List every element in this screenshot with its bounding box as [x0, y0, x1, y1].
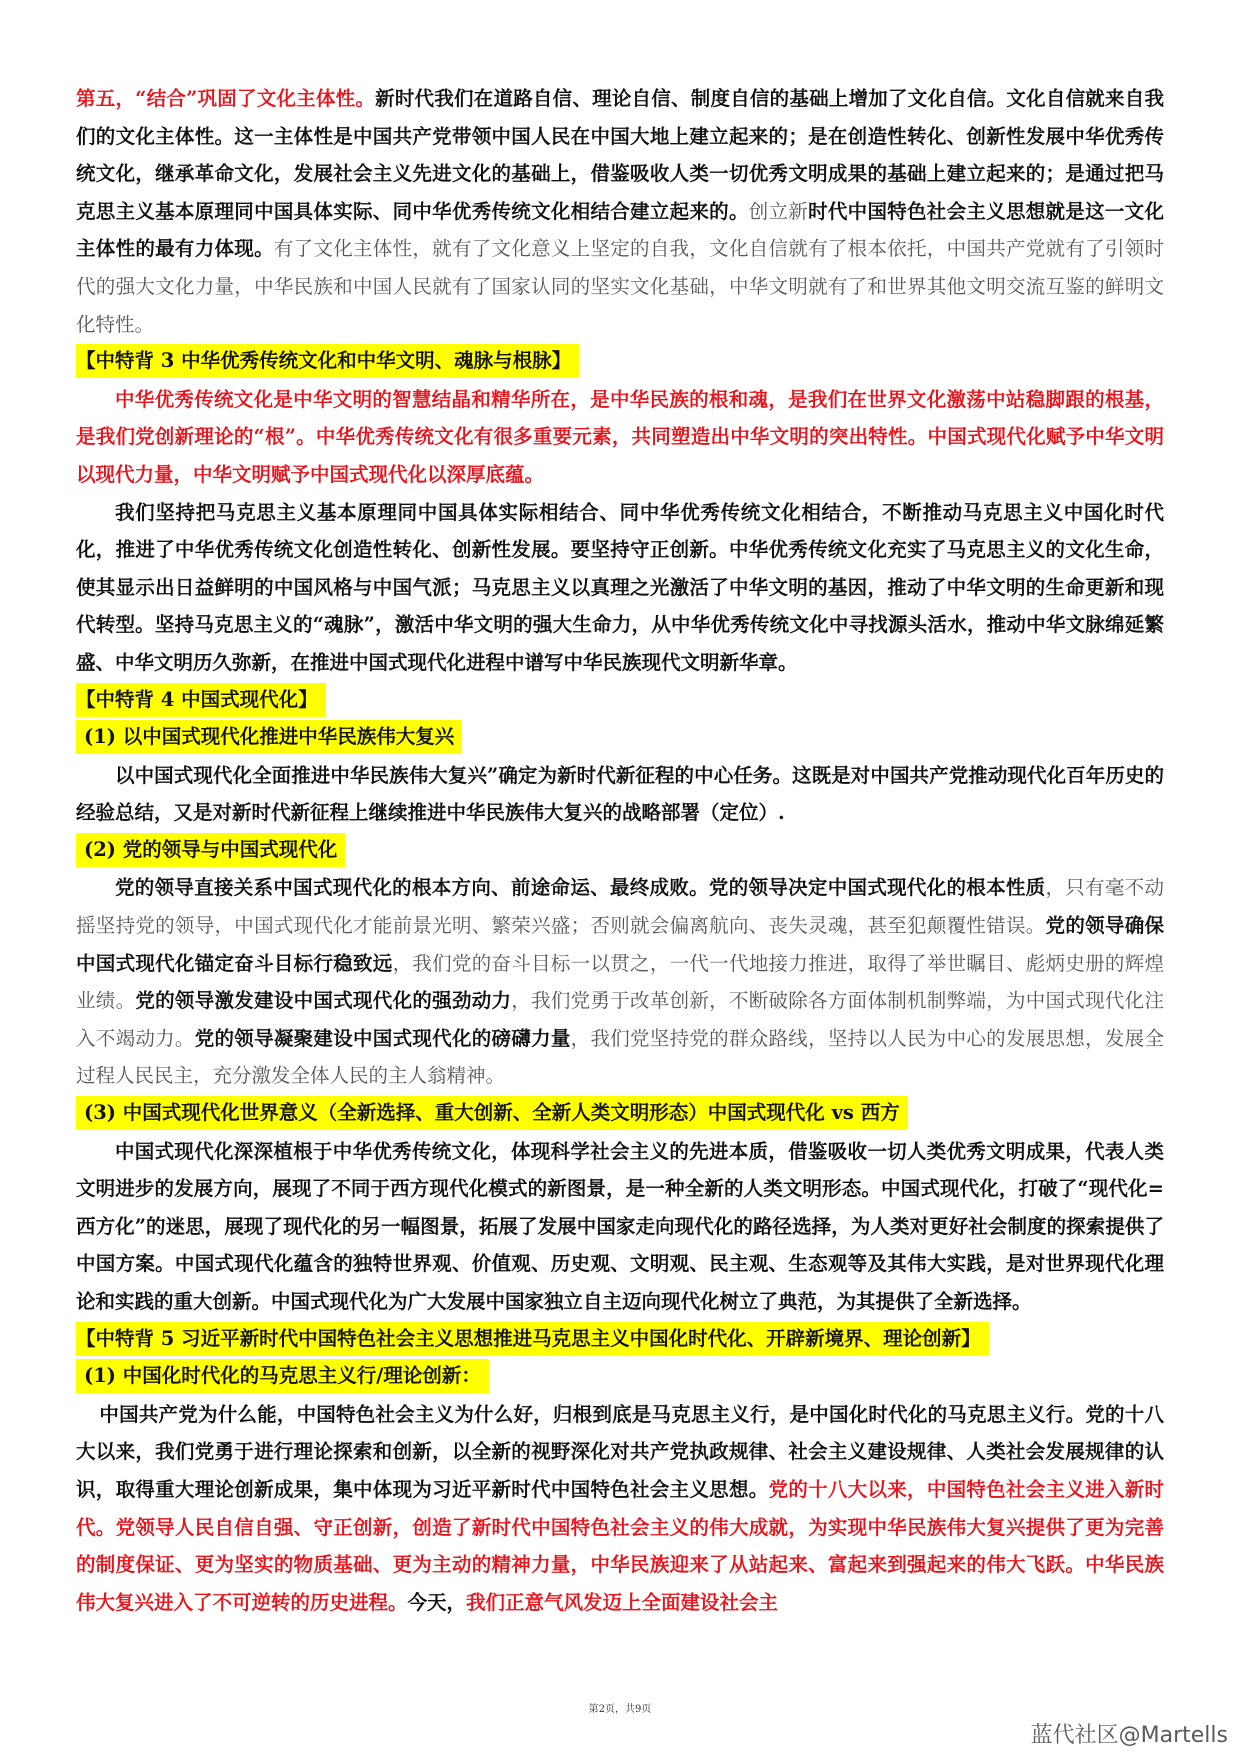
bold-text: 党的领导确保中国式现代化锚定奋斗目标行稳致远: [76, 914, 1164, 975]
plain-text: ，只有毫不动摇坚持党的领导，中国式现代化才能前景光明、繁荣兴盛；否则就会偏离航向、丧失灵魂，甚至犯颠覆性错误。: [76, 876, 1164, 938]
paragraph-central-task: 以中国式现代化全面推进中华民族伟大复兴”确定为新时代新征程的中心任务。这既是对中国共产党推动现代化百年历史的经验总结，又是对新时代新征程上继续推进中华民族伟大复兴的战略部署（定位）.: [76, 763, 1164, 825]
paragraph-traditional-culture: 中华优秀传统文化是中华文明的智慧结晶和精华所在，是中华民族的根和魂，是我们在世界文化激荡中站稳脚跟的根基，是我们党创新理论的“根”。中华优秀传统文化有很多重要元素，共同塑造出中华文明的突出特性。中国式现代化赋予中华文明以现代力量，中华文明赋予中国式现代化以深厚底蕴。: [76, 387, 1164, 486]
plain-text: ，我们党的奋斗目标一以贯之，一代一代地接力推进，取得了举世瞩目、彪炳史册的辉煌业绩。: [76, 951, 1164, 1013]
plain-text: 有了文化主体性，就有了文化意义上坚定的自我，文化自信就有了根本依托，中国共产党就有了引领时代的强大文化力量，中华民族和中国人民就有了国家认同的坚实文化基础，中华文明就有了和世界其他文明交流互鉴的鲜明文化特性。: [76, 237, 1164, 336]
red-text: 我们正意气风发迈上全面建设社会主: [466, 1590, 779, 1614]
page-number-footer: 第2页，共9页: [588, 1704, 652, 1715]
paragraph-party-leadership: [76, 869, 1164, 1095]
bold-text: 党的领导凝聚建设中国式现代化的磅礴力量: [194, 1026, 571, 1050]
paragraph-world-significance: 中国式现代化深深植根于中华优秀传统文化，体现科学社会主义的先进本质，借鉴吸收一切人类优秀文明成果，代表人类文明进步的发展方向，展现了不同于西方现代化模式的新图景，是一种全新的人类文明形态。中国式现代化，打破了“现代化=西方化”的迷思，展现了现代化的另一幅图景，拓展了发展中国家走向现代化的路径选择，为人类对更好社会制度的探索提供了中国方案。中国式现代化蕴含的独特世界观、价值观、历史观、文明观、民主观、生态观等及其伟大实践，是对世界现代化理论和实践的重大创新。中国式现代化为广大发展中国家独立自主迈向现代化树立了典范，为其提供了全新选择。: [76, 1139, 1164, 1313]
subheading-4-1: (1) 以中国式现代化推进中华民族伟大复兴: [76, 720, 462, 754]
section-heading-5: 【中特背 5 习近平新时代中国特色社会主义思想推进马克思主义中国化时代化、开辟新境界、理论创新】: [76, 1322, 989, 1356]
subheading-row: [76, 1358, 1164, 1396]
plain-text: ，我们党勇于改革创新，不断破除各方面体制机制弊端，为中国式现代化注入不竭动力。: [76, 989, 1164, 1050]
section-heading-row: [76, 1321, 1164, 1359]
bold-text: 党的领导激发建设中国式现代化的强劲动力: [135, 989, 512, 1013]
document-page: [76, 80, 1164, 1621]
paragraph-marxism-works: [76, 1396, 1164, 1622]
paragraph-marxism-integration: 我们坚持把马克思主义基本原理同中国具体实际相结合、同中华优秀传统文化相结合，不断推动马克思主义中国化时代化，推进了中华优秀传统文化创造性转化、创新性发展。要坚持守正创新。中华优秀传统文化充实了马克思主义的文化生命，使其显示出日益鲜明的中国风格与中国气派；马克思主义以真理之光激活了中华文明的基因，推动了中华文明的生命更新和现代转型。坚持马克思主义的“魂脉”，激活中华文明的强大生命力，从中华优秀传统文化中寻找源头活水，推动中华文脉绵延繁盛、中华文明历久弥新，在推进中国式现代化进程中谱写中华民族现代文明新华章。: [76, 500, 1164, 674]
section-heading-row: [76, 682, 1164, 720]
bold-text: 中国共产党为什么能，中国特色社会主义为什么好，归根到底是马克思主义行，是中国化时代化的马克思主义行。党的十八大以来，我们党勇于进行理论探索和创新，以全新的视野深化对共产党执政规律、社会主义建设规律、人类社会发展规律的认识，取得重大理论创新成果，集中体现为习近平新时代中国特色社会主义思想。: [76, 1402, 1164, 1501]
subheading-row: [76, 1095, 1164, 1133]
subheading-row: [76, 832, 1164, 870]
bold-text: 今天，: [407, 1590, 467, 1614]
subheading-5-1: (1) 中国化时代化的马克思主义行/理论创新：: [76, 1359, 489, 1393]
bold-text: 新时代我们在道路自信、理论自信、制度自信的基础上增加了文化自信。文化自信就来自我们的文化主体性。这一主体性是中国共产党带领中国人民在中国大地上建立起来的；是在创造性转化、创新性发展中华优秀传统文化，继承革命文化，发展社会主义先进文化的基础上，借鉴吸收人类一切优秀文明成果的基础上建立起来的；是通过把马克思主义基本原理同中国具体实际、同中华优秀传统文化相结合建立起来的。: [76, 87, 1164, 223]
paragraph-cultural-subjectivity: [76, 80, 1164, 343]
para-lead-heading: 第五，“结合”巩固了文化主体性。: [76, 87, 376, 110]
bold-text: 党的领导直接关系中国式现代化的根本方向、前途命运、最终成败。党的领导决定中国式现代化的根本性质: [115, 876, 1046, 900]
section-heading-row: [76, 343, 1164, 381]
section-heading-4: 【中特背 4 中国式现代化】: [76, 683, 326, 717]
section-heading-3: 【中特背 3 中华优秀传统文化和中华文明、魂脉与根脉】: [76, 344, 579, 378]
subheading-4-2: (2) 党的领导与中国式现代化: [76, 833, 345, 867]
plain-text: ，我们党坚持党的群众路线，坚持以人民为中心的发展思想，发展全过程人民民主，充分激发全体人民的主人翁精神。: [76, 1026, 1164, 1088]
subheading-4-3: (3) 中国式现代化世界意义（全新选择、重大创新、全新人类文明形态）中国式现代化 vs 西方: [76, 1096, 908, 1130]
plain-text: 创立新: [748, 199, 809, 223]
bold-text: 时代中国特色社会主义思想就是这一文化主体性的最有力体现。: [76, 199, 1164, 261]
red-text: 党的十八大以来，中国特色社会主义进入新时代。党领导人民自信自强、守正创新，创造了新时代中国特色社会主义的伟大成就，为实现中华民族伟大复兴提供了更为完善的制度保证、更为坚实的物质基础、更为主动的精神力量，中华民族迎来了从站起来、富起来到强起来的伟大飞跃。中华民族伟大复兴进入了不可逆转的历史进程。: [76, 1477, 1164, 1614]
watermark: 蓝代社区@Martells: [1030, 1723, 1228, 1748]
subheading-row: [76, 719, 1164, 757]
